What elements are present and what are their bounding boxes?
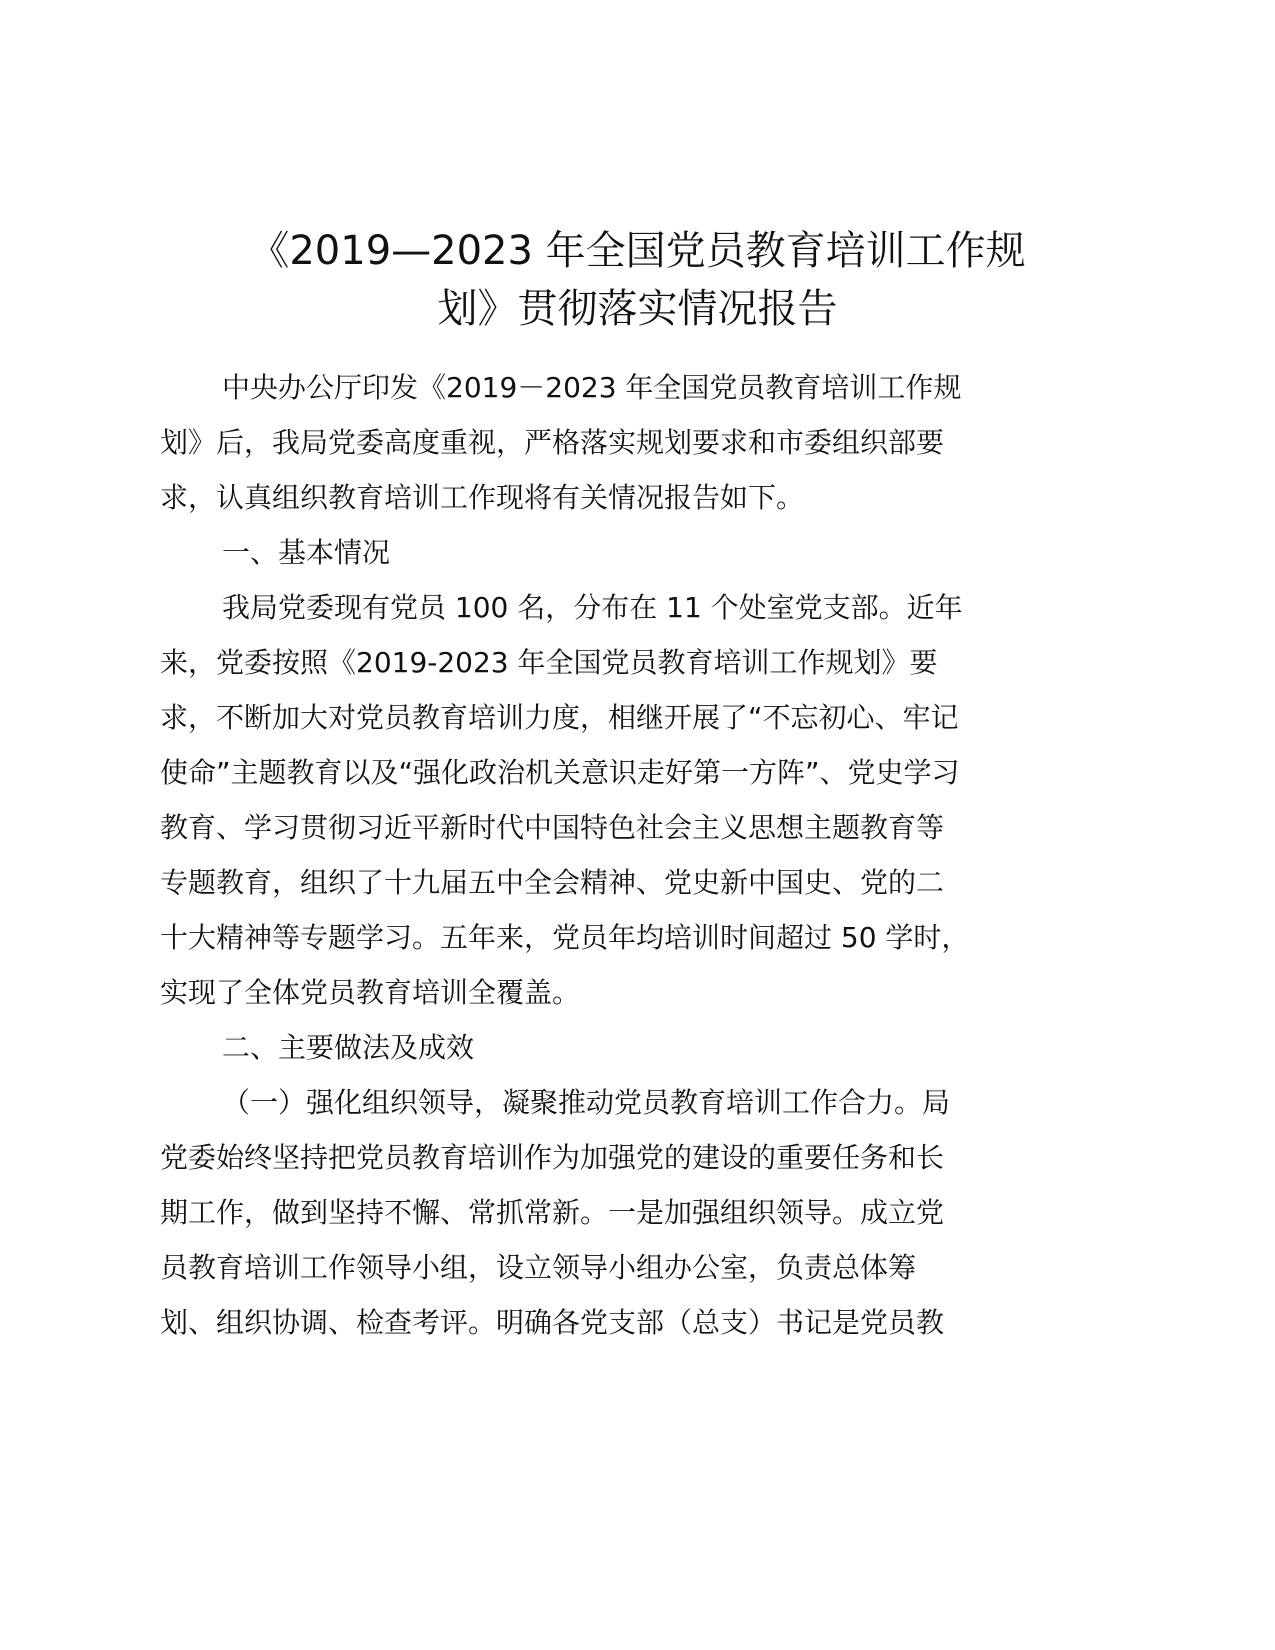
paragraph-line: 来，党委按照《2019-2023 年全国党员教育培训工作规划》要: [160, 646, 938, 679]
title-line-1: 《2019—2023 年全国党员教育培训工作规: [249, 228, 1026, 274]
paragraph-line: 求，认真组织教育培训工作现将有关情况报告如下。: [160, 481, 805, 514]
paragraph-line: 我局党委现有党员 100 名，分布在 11 个处室党支部。近年: [222, 591, 963, 624]
document-title: [150, 222, 1125, 338]
paragraph-line: 中央办公厅印发《2019－2023 年全国党员教育培训工作规: [222, 371, 962, 404]
paragraph-line: 教育、学习贯彻习近平新时代中国特色社会主义思想主题教育等: [160, 811, 945, 844]
paragraph-line: （一）强化组织领导，凝聚推动党员教育培训工作合力。局: [222, 1086, 951, 1119]
paragraph-line: 专题教育，组织了十九届五中全会精神、党史新中国史、党的二: [160, 866, 945, 899]
paragraph-line: 使命”主题教育以及“强化政治机关意识走好第一方阵”、党史学习: [160, 756, 960, 789]
paragraph-line: 十大精神等专题学习。五年来，党员年均培训时间超过 50 学时，: [160, 921, 970, 954]
paragraph-line: 求，不断加大对党员教育培训力度，相继开展了“不忘初心、牢记: [160, 701, 959, 734]
section-heading: 一、基本情况: [222, 536, 391, 569]
paragraph-line: 实现了全体党员教育培训全覆盖。: [160, 976, 581, 1009]
title-line-2: 划》贯彻落实情况报告: [437, 286, 838, 332]
paragraph-line: 划》后，我局党委高度重视，严格落实规划要求和市委组织部要: [160, 426, 945, 459]
paragraph-line: 划、组织协调、检查考评。明确各党支部（总支）书记是党员教: [160, 1306, 945, 1339]
paragraph-line: 员教育培训工作领导小组，设立领导小组办公室，负责总体筹: [160, 1251, 917, 1284]
section-heading: 二、主要做法及成效: [222, 1031, 475, 1064]
paragraph-line: 党委始终坚持把党员教育培训作为加强党的建设的重要任务和长: [160, 1141, 945, 1174]
paragraph-line: 期工作，做到坚持不懈、常抓常新。一是加强组织领导。成立党: [160, 1196, 945, 1229]
